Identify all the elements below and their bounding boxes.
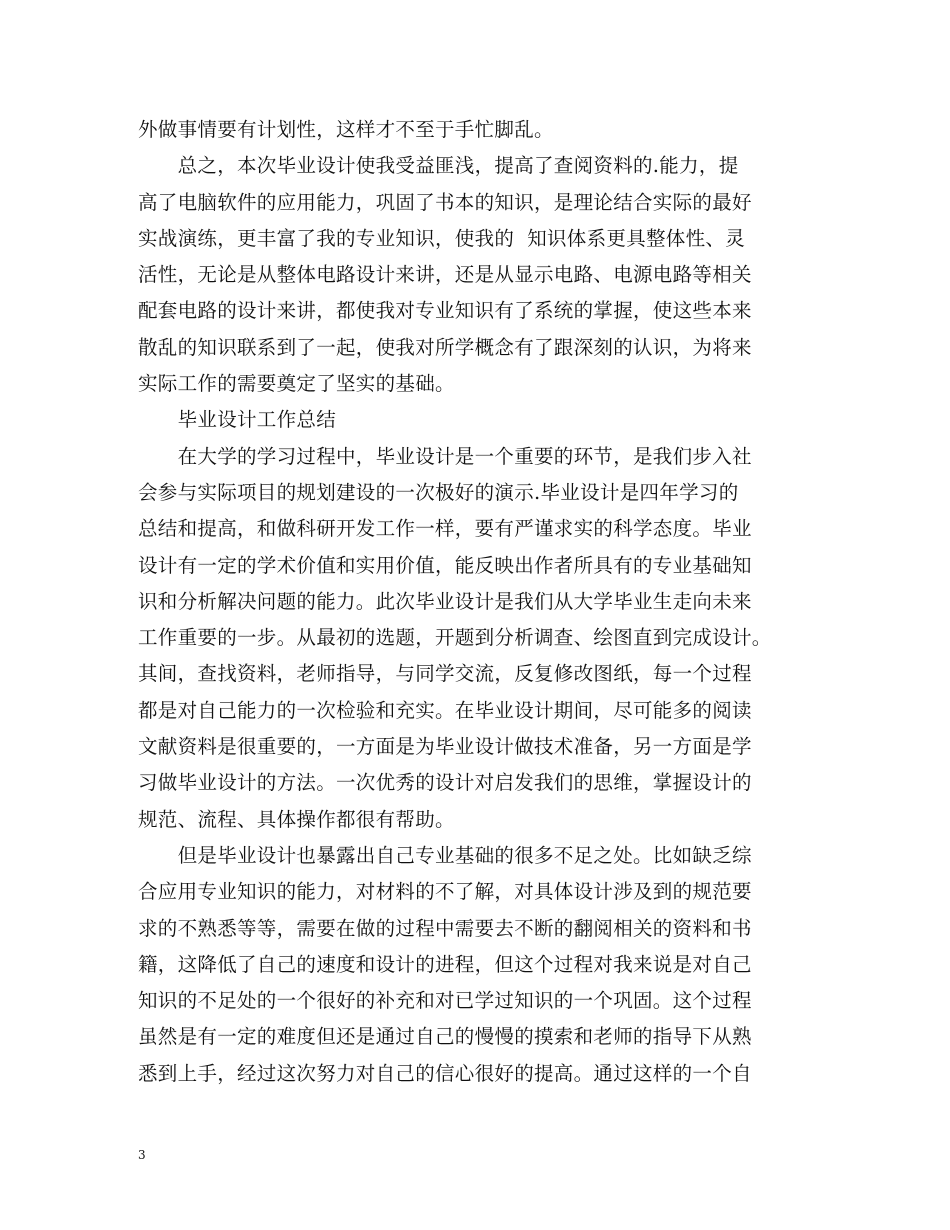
text-line: 求的不熟悉等等，需要在做的过程中需要去不断的翻阅相关的资料和书 bbox=[138, 916, 752, 940]
text-line: 散乱的知识联系到了一起，使我对所学概念有了跟深刻的认识，为将来 bbox=[138, 335, 752, 359]
text-line: 悉到上手，经过这次努力对自己的信心很好的提高。通过这样的一个自 bbox=[138, 1061, 752, 1085]
text-line: 会参与实际项目的规划建设的一次极好的演示.毕业设计是四年学习的 bbox=[138, 480, 739, 504]
text-line: 高了电脑软件的应用能力，巩固了书本的知识，是理论结合实际的最好 bbox=[138, 190, 752, 214]
text-line: 合应用专业知识的能力，对材料的不了解，对具体设计涉及到的规范要 bbox=[138, 880, 752, 904]
text-line: 但是毕业设计也暴露出自己专业基础的很多不足之处。比如缺乏综 bbox=[138, 843, 752, 867]
text-line: 实战演练，更丰富了我的专业知识，使我的 知识体系更具整体性、灵 bbox=[138, 226, 745, 250]
text-line: 其间，查找资料，老师指导，与同学交流，反复修改图纸，每一个过程 bbox=[138, 662, 752, 686]
text-line: 在大学的学习过程中，毕业设计是一个重要的环节，是我们步入社 bbox=[138, 444, 752, 468]
text-line: 习做毕业设计的方法。一次优秀的设计对启发我们的思维，掌握设计的 bbox=[138, 771, 752, 795]
text-line: 实际工作的需要奠定了坚实的基础。 bbox=[138, 372, 455, 396]
text-line: 识和分析解决问题的能力。此次毕业设计是我们从大学毕业生走向未来 bbox=[138, 589, 752, 613]
text-line: 总之，本次毕业设计使我受益匪浅，提高了查阅资料的.能力，提 bbox=[138, 154, 739, 178]
text-line: 虽然是有一定的难度但还是通过自己的慢慢的摸索和老师的指导下从熟 bbox=[138, 1025, 752, 1049]
text-line: 知识的不足处的一个很好的补充和对已学过知识的一个巩固。这个过程 bbox=[138, 989, 752, 1013]
text-line: 外做事情要有计划性，这样才不至于手忙脚乱。 bbox=[138, 118, 554, 141]
text-line: 规范、流程、具体操作都很有帮助。 bbox=[138, 807, 455, 831]
text-line: 配套电路的设计来讲，都使我对专业知识有了系统的掌握，使这些本来 bbox=[138, 299, 752, 323]
text-line: 设计有一定的学术价值和实用价值，能反映出作者所具有的专业基础知 bbox=[138, 553, 752, 577]
body-text bbox=[138, 112, 828, 1092]
text-line: 籍，这降低了自己的速度和设计的进程，但这个过程对我来说是对自己 bbox=[138, 952, 752, 976]
text-line: 都是对自己能力的一次检验和充实。在毕业设计期间，尽可能多的阅读 bbox=[138, 698, 752, 722]
text-line: 文献资料是很重要的，一方面是为毕业设计做技术准备，另一方面是学 bbox=[138, 735, 752, 759]
text-line: 工作重要的一步。从最初的选题，开题到分析调查、绘图直到完成设计。 bbox=[138, 626, 772, 650]
text-line: 总结和提高，和做科研开发工作一样，要有严谨求实的科学态度。毕业 bbox=[138, 517, 752, 541]
text-line: 活性，无论是从整体电路设计来讲，还是从显示电路、电源电路等相关 bbox=[138, 263, 752, 287]
page-number: 3 bbox=[138, 1148, 146, 1162]
section-heading: 毕业设计工作总结 bbox=[138, 408, 337, 432]
